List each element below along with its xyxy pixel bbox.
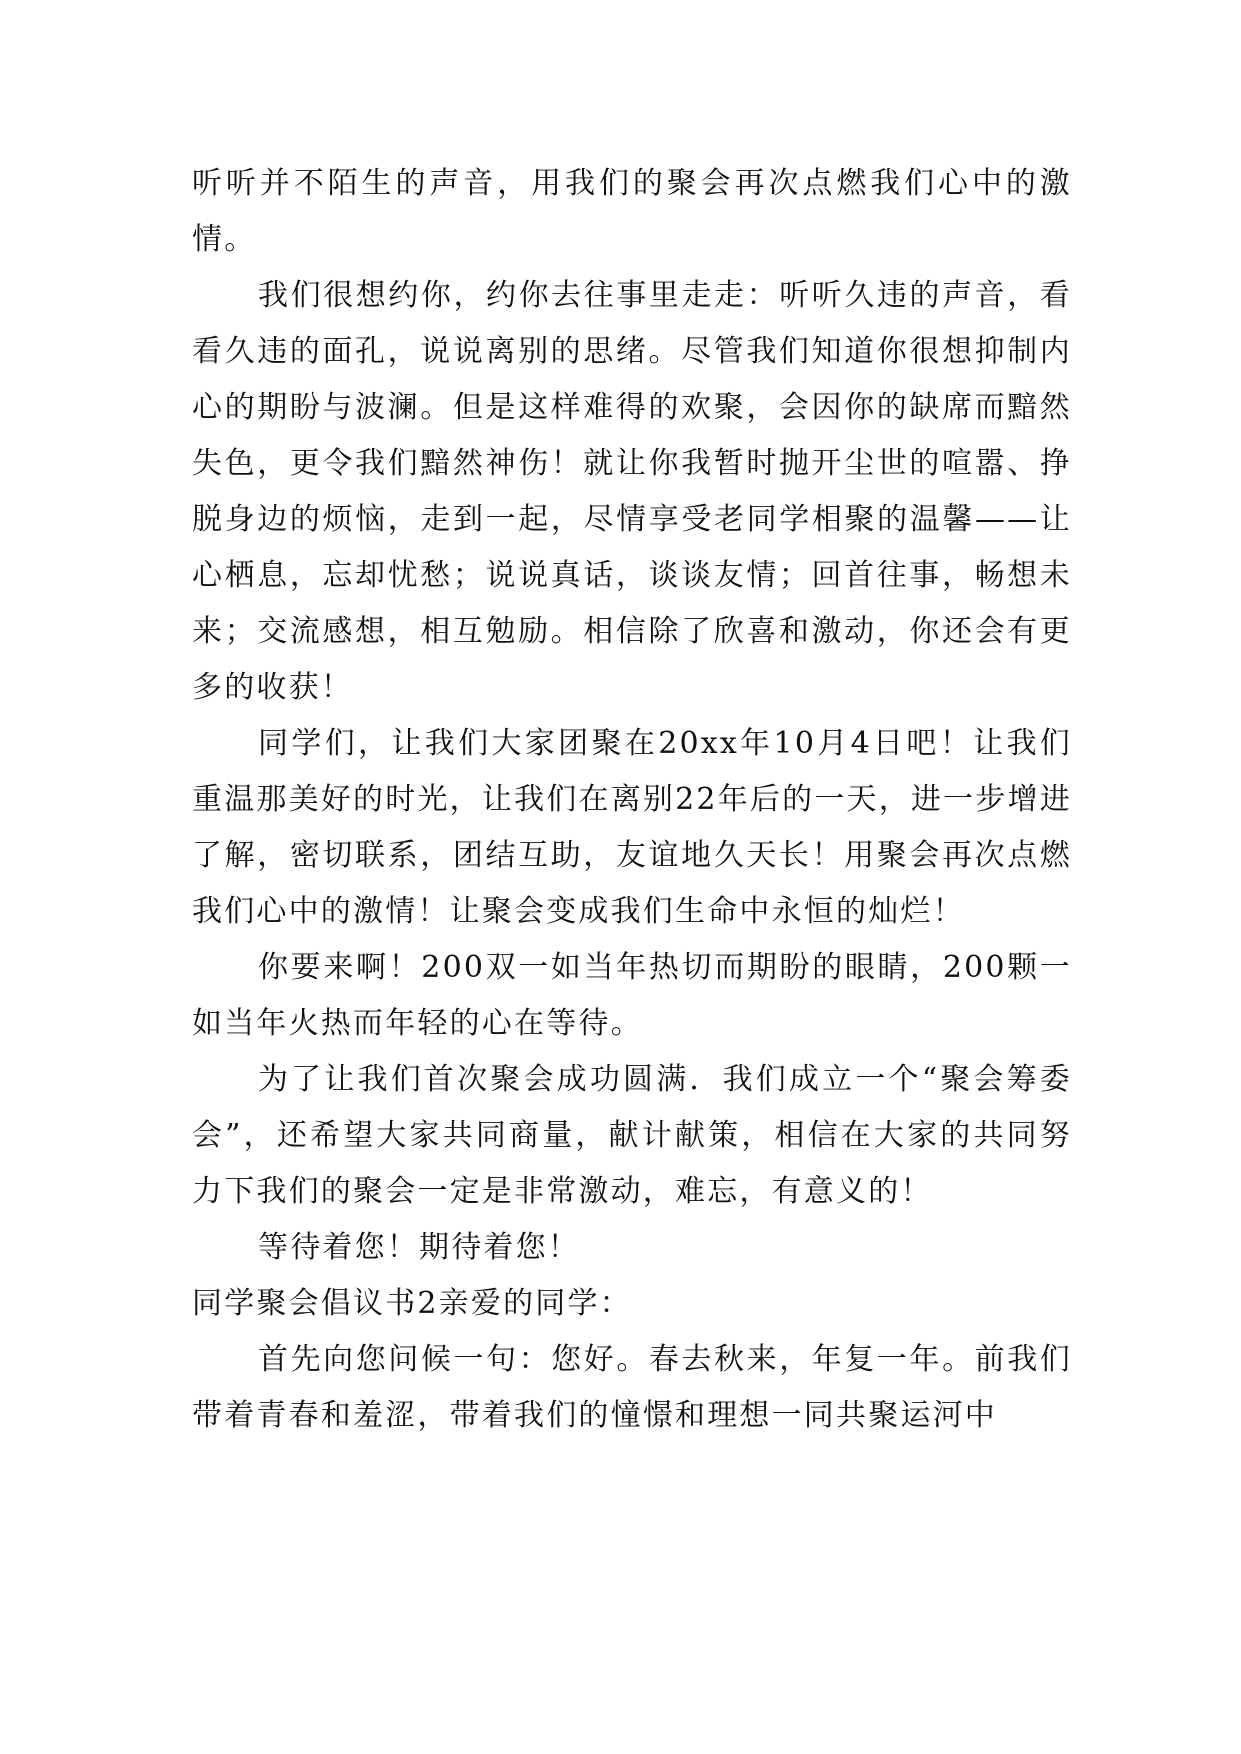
section-heading: 同学聚会倡议书2亲爱的同学： <box>192 1286 632 1321</box>
paragraph-1: 听听并不陌生的声音，用我们的聚会再次点燃我们心中的激情。 <box>192 166 1072 257</box>
document-body <box>192 156 1072 1444</box>
paragraph-3: 同学们，让我们大家团聚在20xx年10月4日吧！让我们重温那美好的时光，让我们在离别22年后的一天，进一步增进了解，密切联系，团结互助，友谊地久天长！用聚会再次点燃我们心中的激情！让聚会变成我们生命中永恒的灿烂！ <box>192 726 1072 929</box>
paragraph-7: 首先向您问候一句：您好。春去秋来，年复一年。前我们带着青春和羞涩，带着我们的憧憬和理想一同共聚运河中 <box>192 1342 1072 1433</box>
paragraph-4: 你要来啊！200双一如当年热切而期盼的眼睛，200颗一如当年火热而年轻的心在等待。 <box>192 950 1072 1041</box>
paragraph-5: 为了让我们首次聚会成功圆满．我们成立一个“聚会筹委会”，还希望大家共同商量，献计献策，相信在大家的共同努力下我们的聚会一定是非常激动，难忘，有意义的！ <box>192 1062 1072 1209</box>
paragraph-6: 等待着您！期待着您！ <box>258 1230 580 1265</box>
paragraph-2: 我们很想约你，约你去往事里走走：听听久违的声音，看看久违的面孔，说说离别的思绪。尽管我们知道你很想抑制内心的期盼与波澜。但是这样难得的欢聚，会因你的缺席而黯然失色，更令我们黯然神伤！就让你我暂时抛开尘世的喧嚣、挣脱身边的烦恼，走到一起，尽情享受老同学相聚的温馨——让心栖息，忘却忧愁；说说真话，谈谈友情；回首往事，畅想未来；交流感想，相互勉励。相信除了欣喜和激动，你还会有更多的收获！ <box>192 278 1072 705</box>
